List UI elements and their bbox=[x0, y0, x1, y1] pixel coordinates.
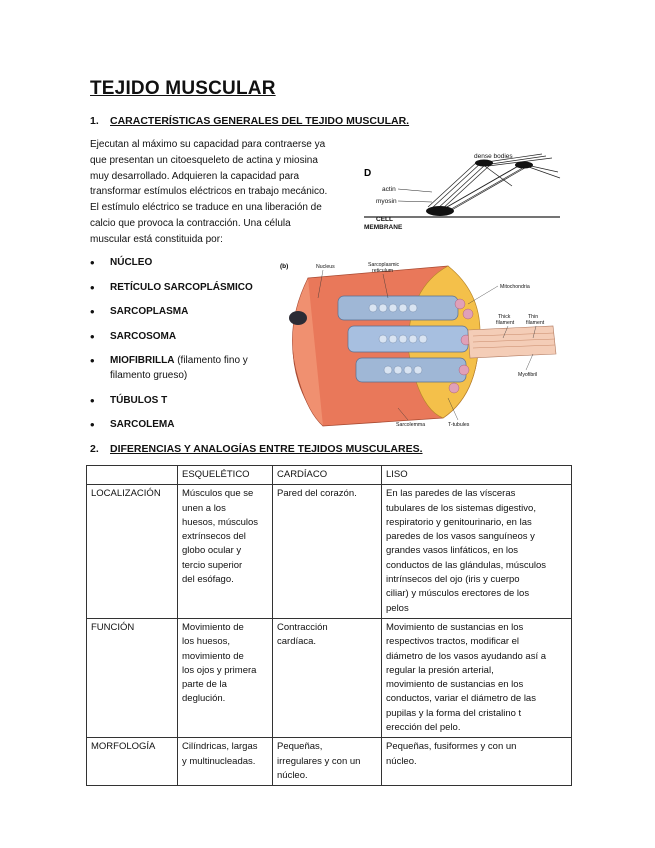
table-cell: Músculos que se unen a los huesos, músculos extrínsecos del globo ocular y tercio superior del esófago. bbox=[178, 485, 273, 619]
intro-line: Ejecutan al máximo su capacidad para contraerse ya bbox=[90, 139, 326, 150]
component-list bbox=[90, 255, 270, 442]
protruding-myofibril bbox=[468, 326, 556, 358]
table-cell: Pared del corazón. bbox=[273, 485, 382, 619]
list-item: • SARCOLEMA bbox=[90, 417, 270, 432]
section-1-title: CARACTERÍSTICAS GENERALES DEL TEJIDO MUSCULAR. bbox=[110, 115, 410, 127]
intro-line: calcio que provoca la contracción. Una célula bbox=[90, 217, 291, 229]
myofibril-bundle bbox=[338, 296, 473, 393]
label-dense-bodies: dense bodies bbox=[474, 153, 513, 160]
label-thick-2: filament bbox=[496, 320, 515, 326]
section-2-title: DIFERENCIAS Y ANALOGÍAS ENTRE TEJIDOS MUSCULARES. bbox=[110, 443, 423, 455]
page-title: TEJIDO MUSCULAR bbox=[90, 78, 276, 99]
table-cell: Pequeñas, fusiformes y con un núcleo. bbox=[382, 738, 572, 786]
header-cell: ESQUELÉTICO bbox=[178, 466, 273, 485]
label-sr-2: reticulum bbox=[372, 268, 394, 274]
intro-line: muy desarrollado. Adquieren la capacidad para bbox=[90, 170, 300, 182]
label-actin: actin bbox=[382, 186, 396, 193]
header-cell: LISO bbox=[382, 466, 572, 485]
header-cell: CARDÍACO bbox=[273, 466, 382, 485]
table-header-row bbox=[87, 466, 572, 485]
table-cell: Cilíndricas, largas y multinucleadas. bbox=[178, 738, 273, 786]
table-cell: Contracción cardíaca. bbox=[273, 618, 382, 737]
list-item: • SARCOPLASMA bbox=[90, 304, 270, 319]
table-row bbox=[87, 485, 572, 619]
table-cell: En las paredes de las vísceras tubulares de los sistemas digestivo, respiratorio y genitourinario, en las paredes de los vasos sanguíneos y grandes vasos linfáticos, en los conductos de las glándulas, músculos intrínsecos del ojo (iris y cuerpo ciliar) y músculos erectores de los pelos bbox=[382, 485, 572, 619]
nucleus-shape bbox=[289, 311, 307, 325]
table-row bbox=[87, 738, 572, 786]
section-2-number: 2. bbox=[90, 443, 99, 455]
dense-body-shape bbox=[475, 160, 493, 167]
label-sarcolemma: Sarcolemma bbox=[396, 422, 426, 428]
header-cell bbox=[87, 466, 178, 485]
label-myosin: myosin bbox=[376, 198, 397, 205]
list-item: • RETÍCULO SARCOPLÁSMICO bbox=[90, 280, 270, 295]
intro-line: muscular está constituida por: bbox=[90, 233, 223, 245]
dense-body-shape bbox=[515, 162, 533, 169]
label-t-tubules: T-tubules bbox=[448, 422, 470, 428]
table-row bbox=[87, 618, 572, 737]
intro-line: que presentan un citoesqueleto de actina y miosina bbox=[90, 154, 318, 166]
label-thin-2: filament bbox=[526, 320, 545, 326]
dense-body-shape bbox=[426, 206, 454, 216]
label-myofibril: Myofibril bbox=[518, 372, 538, 378]
label-cell: CELL bbox=[376, 216, 393, 223]
muscle-fiber-figure bbox=[278, 258, 568, 433]
row-label: FUNCIÓN bbox=[87, 618, 178, 737]
list-item: • TÚBULOS T bbox=[90, 393, 270, 408]
section-1-heading bbox=[90, 115, 409, 127]
list-item: • NÚCLEO bbox=[90, 255, 270, 270]
intro-paragraph bbox=[90, 137, 360, 248]
dense-bodies-figure bbox=[362, 150, 562, 235]
label-nucleus: Nucleus bbox=[316, 264, 335, 270]
figure-d-panel-label: D bbox=[364, 168, 372, 179]
table-cell: Pequeñas, irregulares y con un núcleo. bbox=[273, 738, 382, 786]
label-thin-1: Thin bbox=[528, 314, 539, 320]
table-cell: Movimiento de sustancias en los respectivos tractos, modificar el diámetro de los vasos ayudando así a regular la presión arterial, movimiento de sustancias en los conductos, variar el diámetro de las pupilas y la forma del cristalino t erección del pelo. bbox=[382, 618, 572, 737]
table-cell: Movimiento de los huesos, movimiento de los ojos y primera parte de la deglución. bbox=[178, 618, 273, 737]
row-label: LOCALIZACIÓN bbox=[87, 485, 178, 619]
section-1-number: 1. bbox=[90, 115, 99, 127]
label-thick-1: Thick bbox=[498, 314, 511, 320]
list-item: • SARCOSOMA bbox=[90, 329, 270, 344]
row-label: MORFOLOGÍA bbox=[87, 738, 178, 786]
intro-line: transformar estímulos eléctricos en trabajo mecánico. bbox=[90, 186, 328, 198]
list-item: • MIOFIBRILLA (filamento fino y filamento grueso) bbox=[90, 353, 270, 383]
label-membrane: MEMBRANE bbox=[364, 224, 403, 231]
comparison-table bbox=[86, 465, 572, 786]
figure-b-panel-label: (b) bbox=[280, 263, 289, 270]
section-2-heading bbox=[90, 443, 423, 455]
label-mitochondria: Mitochondria bbox=[500, 284, 530, 290]
label-sr-1: Sarcoplasmic bbox=[368, 262, 400, 268]
intro-line: El estímulo eléctrico se traduce en una liberación de bbox=[90, 202, 322, 214]
